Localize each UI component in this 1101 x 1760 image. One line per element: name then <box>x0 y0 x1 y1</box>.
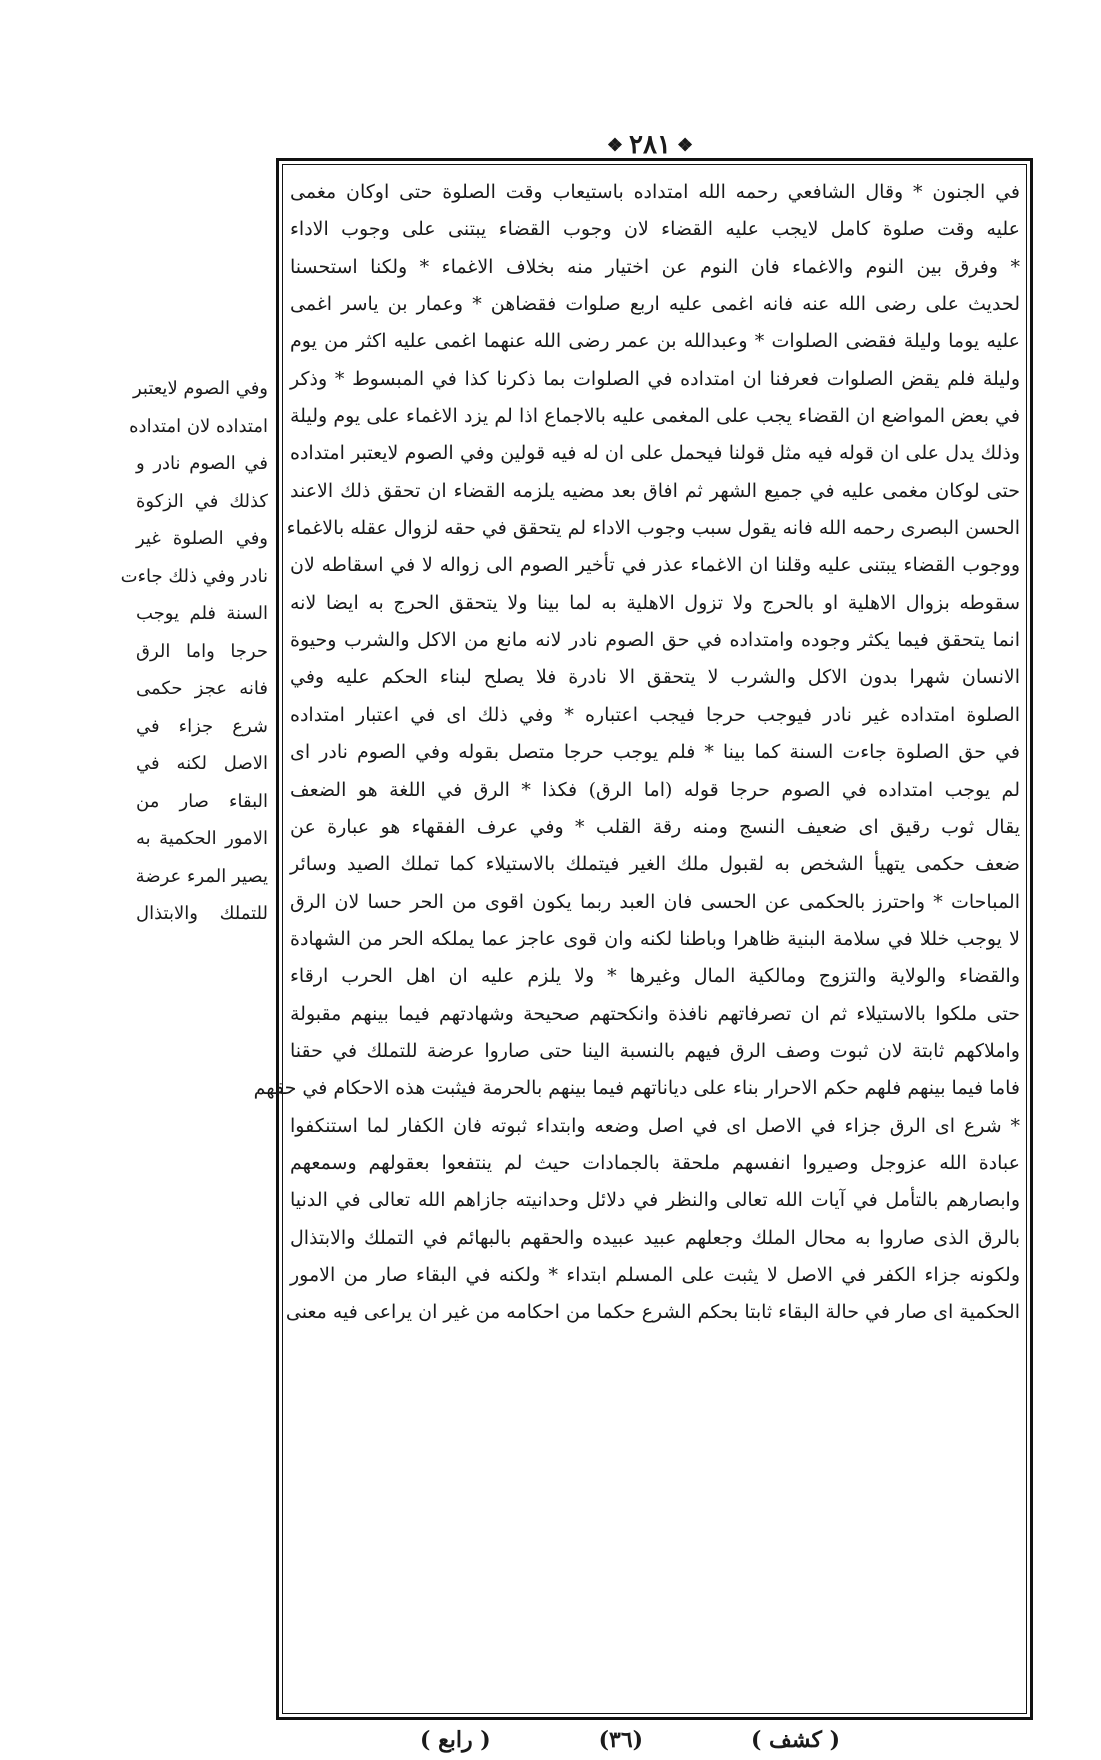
main-text-line: ولكونه جزاء الكفر في الاصل لا يثبت على المسلم ابتداء * ولكنه في البقاء صار من الامور <box>290 1263 1020 1286</box>
margin-note-line: يصير المرء عرضة <box>135 865 268 887</box>
main-text-line: الحسن البصرى رحمه الله فانه يقول سبب وجوب الاداء لم يتحقق في حقه لزوال عقله بالاغماء <box>286 517 1020 540</box>
margin-note-line: شرع جزاء في <box>136 715 268 737</box>
margin-note-line: حرجا واما الرق <box>136 640 268 662</box>
margin-note-line: البقاء صار من <box>136 790 268 812</box>
main-text-line: عليه يوما وليلة فقضى الصلوات * وعبدالله بن عمر رضى الله عنهما اغمى عليه اكثر من يوم <box>290 330 1020 353</box>
ornament-right-icon: ❖ <box>606 134 624 156</box>
margin-note-line: وفي الصوم لايعتبر <box>132 378 268 399</box>
main-text-line: بالرق الذى صاروا به محال الملك وجعلهم عبيد عبيده والحقهم بالبهائم في التملك والابتذال <box>290 1226 1020 1249</box>
main-text-line: والقضاء والولاية والتزوج ومالكية المال وغيرها * ولا يلزم عليه ان اهل الحرب ارقاء <box>290 965 1020 988</box>
footer-volume-label: ( رابع ) <box>420 1727 491 1753</box>
main-text-line: حتى لوكان مغمى عليه في جميع الشهر ثم افاق بعد مضيه يلزمه القضاء ان تحقق ذلك الاعند <box>290 479 1020 502</box>
main-text-line: عليه وقت صلوة كامل لايجب عليه القضاء لان وجوب القضاء يبتنى على وجوب الاداء <box>290 218 1020 241</box>
main-text-line: في بعض المواضع ان القضاء يجب على المغمى عليه بالاجماع اذا لم يزد الاغماء على يوم وليلة <box>290 405 1020 428</box>
margin-note-line: الاصل لكنه في <box>136 753 268 774</box>
main-text-line: المباحات * واحترز بالحكمى عن الحسى فان العبد ربما يكون اقوى من الحر حسا لان الرق <box>290 890 1020 913</box>
footer-book-label: ( كشف ) <box>750 1727 840 1753</box>
margin-commentary <box>120 370 268 933</box>
main-text-line: حتى ملكوا بالاستيلاء ثم ان تصرفاتهم نافذة وانكحتهم صحيحة وشهادتهم فيما بينهم مقبولة <box>290 1002 1020 1025</box>
margin-note-line: فانه عجز حكمى <box>136 678 268 699</box>
main-text-line: انما يتحقق فيما يكثر وجوده وامتداده في حق الصوم نادر لانه مانع من الاكل والشرب وحيوة <box>290 629 1020 652</box>
margin-note-line: للتملك والابتذال <box>136 903 268 924</box>
margin-note-line: في الصوم نادر و <box>136 453 268 474</box>
main-text-line: عبادة الله عزوجل وصيروا انفسهم ملحقة بالجمادات حيث لم ينتفعوا بعقولهم وسمعهم <box>290 1151 1020 1174</box>
margin-note-line: وفي الصلوة غير <box>136 528 268 549</box>
page-number-text: ٢٨١ <box>629 130 671 160</box>
main-text-line: لحديث على رضى الله عنه فانه اغمى عليه اربع صلوات فقضاهن * وعمار بن ياسر اغمى <box>290 293 1020 316</box>
footer-signature <box>420 1720 840 1760</box>
main-text-line: فاما فيما بينهم فلهم حكم الاحرار بناء على دياناتهم فيما بينهم بالحرمة فيثبت هذه الاحكام في حقهم <box>253 1077 1020 1100</box>
main-text-line: وذلك يدل على ان قوله فيه مثل قولنا فيحمل على ان له فيه قولين وفي الصوم لايعتبر امتداده <box>290 442 1020 465</box>
main-text-line: ضعف حكمى يتهيأ الشخص به لقبول ملك الغير فيتملك بالاستيلاء كما تملك الصيد وسائر <box>290 853 1020 876</box>
margin-note-line: كذلك في الزكوة <box>136 490 268 512</box>
main-text-line: * شرع اى الرق جزاء في الاصل اى في اصل وضعه وابتداء ثبوته فان الكفار لما استنكفوا <box>290 1114 1020 1137</box>
margin-note-line: امتداده لان امتداده <box>129 415 268 437</box>
main-text-line: * وفرق بين النوم والاغماء فان النوم عن اختيار منه بخلاف الاغماء * ولكنا استحسنا <box>290 255 1020 278</box>
main-text-line: ووجوب القضاء يبتنى عليه وقلنا ان الاغماء عذر في تأخير الصوم الى زواله لا في اسقاطه لان <box>290 554 1020 577</box>
main-text-line: يقال ثوب رقيق اى ضعيف النسج ومنه رقة القلب * وفي عرف الفقهاء هو عبارة عن <box>290 815 1020 838</box>
main-text-line: في الجنون * وقال الشافعي رحمه الله امتداده باستيعاب وقت الصلوة حتى اوكان مغمى <box>290 181 1020 203</box>
margin-note-line: السنة فلم يوجب <box>136 603 268 624</box>
ornament-left-icon: ❖ <box>676 134 694 156</box>
main-text-line: وابصارهم بالتأمل في آيات الله تعالى والنظر في دلائل وحدانيته جازاهم الله تعالى في الدنيا <box>290 1189 1020 1212</box>
main-text-line: وليلة فلم يقض الصلوات فعرفنا ان امتداده في الصلوات بما ذكرنا كذا في المبسوط * وذكر <box>290 367 1020 390</box>
footer-signature-number: (٣٦) <box>598 1727 644 1753</box>
main-text-line: الصلوة امتداده غير نادر فيوجب حرجا فيجب اعتباره * وفي ذلك اى في اعتبار امتداده <box>290 703 1020 726</box>
main-text-line: لم يوجب امتداده في الصوم حرجا قوله (اما الرق) فكذا * الرق في اللغة هو الضعف <box>290 778 1020 801</box>
main-text-column <box>253 174 1020 1708</box>
page-number <box>585 128 715 162</box>
main-text-line: لا يوجب خللا في سلامة البنية ظاهرا وباطنا لكنه وان قوى عاجز عما يملكه الحر من الشهادة <box>290 927 1020 950</box>
main-text-line: الحكمية اى صار في حالة البقاء ثابتا بحكم الشرع حكما من احكامه من غير ان يراعى فيه معنى <box>285 1301 1020 1324</box>
main-text-line: سقوطه بزوال الاهلية او بالحرج ولا تزول الاهلية به لما بينا ولا يتحقق الحرج به ايضا لانه <box>290 591 1020 614</box>
margin-note-line: نادر وفي ذلك جاءت <box>120 565 268 587</box>
margin-note-line: الامور الحكمية به <box>136 828 268 849</box>
main-text-line: الانسان شهرا بدون الاكل والشرب لا يتحقق الا نادرة فلا يصلح لبناء الحكم عليه وفي <box>290 666 1020 689</box>
main-text-line: واملاكهم ثابتة لان ثبوت وصف الرق فيهم بالنسبة الينا حتى صاروا عرضة للتملك في حقنا <box>290 1039 1020 1062</box>
main-text-line: في حق الصلوة جاءت السنة كما بينا * فلم يوجب حرجا متصل بقوله وفي الصوم نادر اى <box>290 741 1020 764</box>
